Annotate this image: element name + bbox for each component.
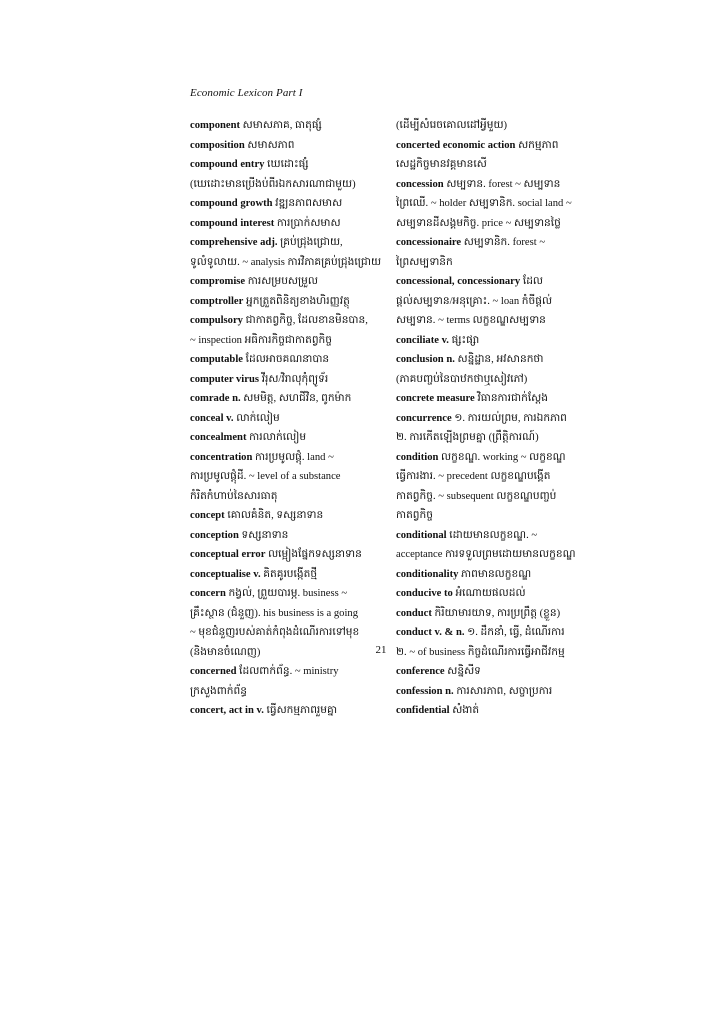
dictionary-line bbox=[190, 545, 395, 565]
headword: concept bbox=[190, 510, 225, 521]
headword: concern bbox=[190, 588, 226, 599]
headword: concentration bbox=[190, 451, 253, 463]
definition: ការលាក់លៀម bbox=[246, 432, 307, 443]
definition: លាក់លៀម bbox=[233, 412, 280, 424]
definition: វីរុស/វិរាលុកុំព្យូទ័រ bbox=[258, 373, 329, 385]
dictionary-line bbox=[190, 116, 395, 136]
dictionary-line bbox=[396, 214, 596, 234]
headword: confidential bbox=[396, 705, 450, 716]
headword: compulsory bbox=[190, 315, 243, 326]
headword: comprehensive adj. bbox=[190, 237, 278, 248]
definition: ភាពមានលក្ខខណ្ឌ bbox=[458, 568, 532, 580]
headword: concerted economic action bbox=[396, 139, 516, 151]
headword: conference bbox=[396, 666, 445, 677]
dictionary-line bbox=[190, 487, 395, 507]
dictionary-line bbox=[396, 545, 596, 565]
dictionary-line bbox=[190, 350, 395, 370]
dictionary-line bbox=[396, 584, 596, 604]
headword: composition bbox=[190, 139, 245, 151]
definition: ជាកាតព្វកិច្ច, ដែលខានមិនបាន, bbox=[242, 315, 368, 326]
definition: (ដើម្បីសំរេចគោលដៅអ្វីមួយ) bbox=[396, 120, 508, 131]
dictionary-line bbox=[396, 682, 596, 702]
dictionary-line bbox=[396, 136, 596, 156]
headword: compound interest bbox=[190, 217, 275, 229]
dictionary-line bbox=[396, 428, 596, 448]
definition: កាតព្វកិច្ច bbox=[396, 510, 433, 521]
left-column bbox=[190, 116, 395, 721]
dictionary-line bbox=[190, 604, 395, 624]
definition: សមាសភាគ, ធាតុផ្សំ bbox=[240, 120, 322, 131]
definition: សន្និដ្ឋាន, អវសានកថា bbox=[454, 354, 544, 365]
definition: ការសម្របសម្រួល bbox=[245, 276, 318, 287]
page-number: 21 bbox=[375, 644, 387, 656]
definition: ១. ដឹកនាំ, ធ្វើ, ដំណើរការ bbox=[464, 627, 565, 638]
definition: សម្បទានដីសង្គមកិច្ច. price ~ សម្បទានថ្លៃ bbox=[396, 217, 561, 229]
dictionary-line bbox=[190, 409, 395, 429]
dictionary-line bbox=[190, 623, 395, 643]
dictionary-line bbox=[396, 526, 596, 546]
dictionary-line bbox=[190, 331, 395, 351]
dictionary-line bbox=[396, 467, 596, 487]
headword: conduct v. & n. bbox=[396, 627, 465, 638]
definition: អំណោយផលដល់ bbox=[452, 588, 526, 599]
dictionary-line bbox=[190, 214, 395, 234]
dictionary-line bbox=[396, 116, 596, 136]
definition: ការប្រមូលផ្តុំដី. ~ level of a substance bbox=[190, 471, 341, 482]
headword: compound growth bbox=[190, 198, 273, 209]
headword: conceptual error bbox=[190, 549, 266, 560]
dictionary-line bbox=[396, 292, 596, 312]
definition: ធ្វើសកម្មភាពរួមគ្នា bbox=[263, 705, 338, 716]
definition: វឌ្ឍនភាពសមាស bbox=[272, 198, 343, 209]
definition: កង្វល់, ព្រួយបារម្ភ. business ~ bbox=[225, 588, 348, 599]
definition: ទូលំទូលាយ. ~ analysis ការវិភាគគ្រប់ជ្រុងជ្រោយ bbox=[190, 256, 382, 268]
headword: compound entry bbox=[190, 159, 265, 170]
definition: ទស្សនាទាន bbox=[238, 529, 289, 541]
right-column bbox=[396, 116, 596, 721]
headword: computable bbox=[190, 354, 243, 365]
dictionary-line bbox=[396, 331, 596, 351]
definition: អ្នកត្រួតពិនិត្យខាងហិរញ្ញវត្ថុ bbox=[243, 295, 350, 307]
definition: កិរិយាមារយាទ, ការប្រព្រឹត្ត (ខ្លួន) bbox=[431, 607, 561, 619]
definition: ដែលពាក់ព័ន្ធ. ~ ministry bbox=[236, 666, 339, 677]
dictionary-line bbox=[396, 565, 596, 585]
definition: សម្បទាន. forest ~ សម្បទាន bbox=[443, 178, 561, 190]
definition: ~ មុខជំនួញរបស់គាត់កំពុងដំណើរការទៅមុខ bbox=[190, 627, 360, 638]
headword: compromise bbox=[190, 276, 246, 287]
dictionary-line bbox=[190, 662, 395, 682]
dictionary-line bbox=[396, 350, 596, 370]
definition: កាតព្វកិច្ច. ~ subsequent លក្ខខណ្ឌបញ្ចប់ bbox=[396, 490, 557, 502]
headword: conclusion n. bbox=[396, 354, 455, 365]
definition: ការសារភាព, សច្ចាប្រការ bbox=[453, 685, 553, 697]
headword: conduct bbox=[396, 607, 432, 619]
dictionary-line bbox=[396, 506, 596, 526]
definition: ឃេដោះផ្សំ bbox=[264, 159, 309, 170]
dictionary-line bbox=[396, 175, 596, 195]
dictionary-line bbox=[190, 565, 395, 585]
headword: comptroller bbox=[190, 295, 244, 307]
definition: កំរិតកំហាប់នៃសារធាតុ bbox=[190, 490, 278, 502]
dictionary-line bbox=[190, 701, 395, 721]
dictionary-line bbox=[396, 487, 596, 507]
definition: ២. ការកើតឡើងព្រមគ្នា (ព្រឹត្តិការណ៍) bbox=[396, 432, 539, 443]
definition: ដែល bbox=[520, 276, 544, 287]
definition: ព្រៃសម្បទានិក bbox=[396, 256, 453, 268]
definition: (ឃេដោះមានប្រើងប់ពីរឯកសារណាជាមួយ) bbox=[190, 178, 356, 190]
definition: ២. ~ of business កិច្ចដំណើរការធ្វើអាជីវកម្ម bbox=[396, 646, 565, 658]
headword: condition bbox=[396, 451, 439, 463]
definition: ផ្សះផ្សា bbox=[448, 334, 480, 346]
dictionary-line bbox=[396, 272, 596, 292]
dictionary-line bbox=[190, 448, 395, 468]
headword: concealment bbox=[190, 432, 247, 443]
headword: concert, act in v. bbox=[190, 705, 264, 716]
dictionary-line bbox=[396, 194, 596, 214]
definition: គិតគូរបង្កើតថ្មី bbox=[260, 568, 318, 580]
dictionary-line bbox=[190, 467, 395, 487]
definition: សមមិត្ត, សហជីវិន, ពូកម៉ាក bbox=[240, 393, 352, 404]
dictionary-line bbox=[396, 253, 596, 273]
dictionary-line bbox=[396, 311, 596, 331]
headword: conducive to bbox=[396, 588, 453, 599]
definition: ១. ការយល់ព្រម, ការឯកភាព bbox=[451, 412, 567, 424]
definition: ដោយមានលក្ខខណ្ឌ. ~ bbox=[446, 529, 538, 541]
dictionary-line bbox=[396, 448, 596, 468]
headword: conceal v. bbox=[190, 412, 234, 424]
dictionary-line bbox=[396, 662, 596, 682]
dictionary-line bbox=[190, 389, 395, 409]
dictionary-line bbox=[396, 409, 596, 429]
dictionary-line bbox=[190, 175, 395, 195]
dictionary-line bbox=[190, 155, 395, 175]
definition: acceptance ការទទួលព្រមដោយមានលក្ខខណ្ឌ bbox=[396, 549, 576, 560]
definition: គ្រឹះស្ថាន (ជំនួញ). his business is a going bbox=[190, 607, 359, 619]
definition: ផ្តល់សម្បទាន/អនុគ្រោះ. ~ loan កំចីផ្តល់ bbox=[396, 295, 553, 307]
dictionary-line bbox=[396, 389, 596, 409]
dictionary-line bbox=[396, 370, 596, 390]
dictionary-line bbox=[190, 233, 395, 253]
dictionary-line bbox=[190, 370, 395, 390]
headword: computer virus bbox=[190, 373, 259, 385]
dictionary-line bbox=[190, 682, 395, 702]
definition: ដែលអាចគណនាបាន bbox=[242, 354, 330, 365]
definition: សេដ្ឋកិច្ចមានវគ្គមានសើ bbox=[396, 159, 487, 170]
dictionary-line bbox=[396, 623, 596, 643]
headword: concrete measure bbox=[396, 393, 475, 404]
definition: ការប្រាក់សមាស bbox=[274, 217, 341, 229]
definition: គោលគំនិត, ទស្សនាទាន bbox=[224, 510, 324, 521]
dictionary-line bbox=[190, 526, 395, 546]
dictionary-line bbox=[190, 136, 395, 156]
dictionary-line bbox=[396, 701, 596, 721]
headword: component bbox=[190, 120, 241, 131]
dictionary-line bbox=[396, 155, 596, 175]
definition: ~ inspection អធិការកិច្ចជាកាតព្វកិច្ច bbox=[190, 334, 332, 346]
dictionary-line bbox=[396, 604, 596, 624]
definition: សម្បទានិក. forest ~ bbox=[461, 237, 546, 248]
headword: conceptualise v. bbox=[190, 568, 261, 580]
dictionary-line bbox=[190, 311, 395, 331]
headword: concerned bbox=[190, 666, 237, 677]
definition: លក្ខខណ្ឌ. working ~ លក្ខខណ្ឌ bbox=[438, 451, 566, 463]
headword: concurrence bbox=[396, 412, 452, 424]
definition: លម្អៀងផ្នែកទស្សនាទាន bbox=[265, 549, 362, 560]
headword: confession n. bbox=[396, 685, 454, 697]
definition: ក្រសួងពាក់ព័ន្ធ bbox=[190, 685, 247, 697]
definition: សំងាត់ bbox=[449, 705, 480, 716]
headword: concession bbox=[396, 178, 444, 190]
definition: ព្រៃឈើ. ~ holder សម្បទានិក. social land ~ bbox=[396, 198, 572, 209]
dictionary-line bbox=[396, 233, 596, 253]
definition: ធ្វើការងារ. ~ precedent លក្ខខណ្ឌបង្គើត bbox=[396, 471, 551, 482]
headword: concessionaire bbox=[396, 237, 462, 248]
dictionary-line bbox=[190, 428, 395, 448]
definition: សម្បទាន. ~ terms លក្ខខណ្ឌសម្បទាន bbox=[396, 315, 546, 326]
dictionary-line bbox=[190, 506, 395, 526]
definition: វិធានការជាក់ស្តែង bbox=[474, 393, 548, 404]
definition: សន្និសីទ bbox=[444, 666, 481, 677]
headword: conciliate v. bbox=[396, 334, 449, 346]
dictionary-line bbox=[190, 194, 395, 214]
headword: concessional, concessionary bbox=[396, 276, 521, 287]
headword: conditional bbox=[396, 529, 447, 541]
dictionary-line bbox=[190, 272, 395, 292]
definition: គ្រប់ជ្រុងជ្រោយ, bbox=[277, 237, 343, 248]
running-header: Economic Lexicon Part I bbox=[190, 87, 303, 99]
definition: សកម្មភាព bbox=[515, 139, 559, 151]
definition: ការប្រមូលផ្តុំ. land ~ bbox=[252, 451, 334, 463]
definition: សមាសភាព bbox=[244, 139, 295, 151]
headword: conception bbox=[190, 529, 239, 541]
dictionary-line bbox=[190, 253, 395, 273]
definition: (ភាគបញ្ចប់នៃបាឋកថាឬសៀវភៅ) bbox=[396, 373, 528, 385]
headword: conditionality bbox=[396, 568, 459, 580]
definition: (និងមានចំណេញ) bbox=[190, 646, 261, 658]
dictionary-line bbox=[190, 292, 395, 312]
headword: comrade n. bbox=[190, 393, 241, 404]
dictionary-line bbox=[190, 584, 395, 604]
